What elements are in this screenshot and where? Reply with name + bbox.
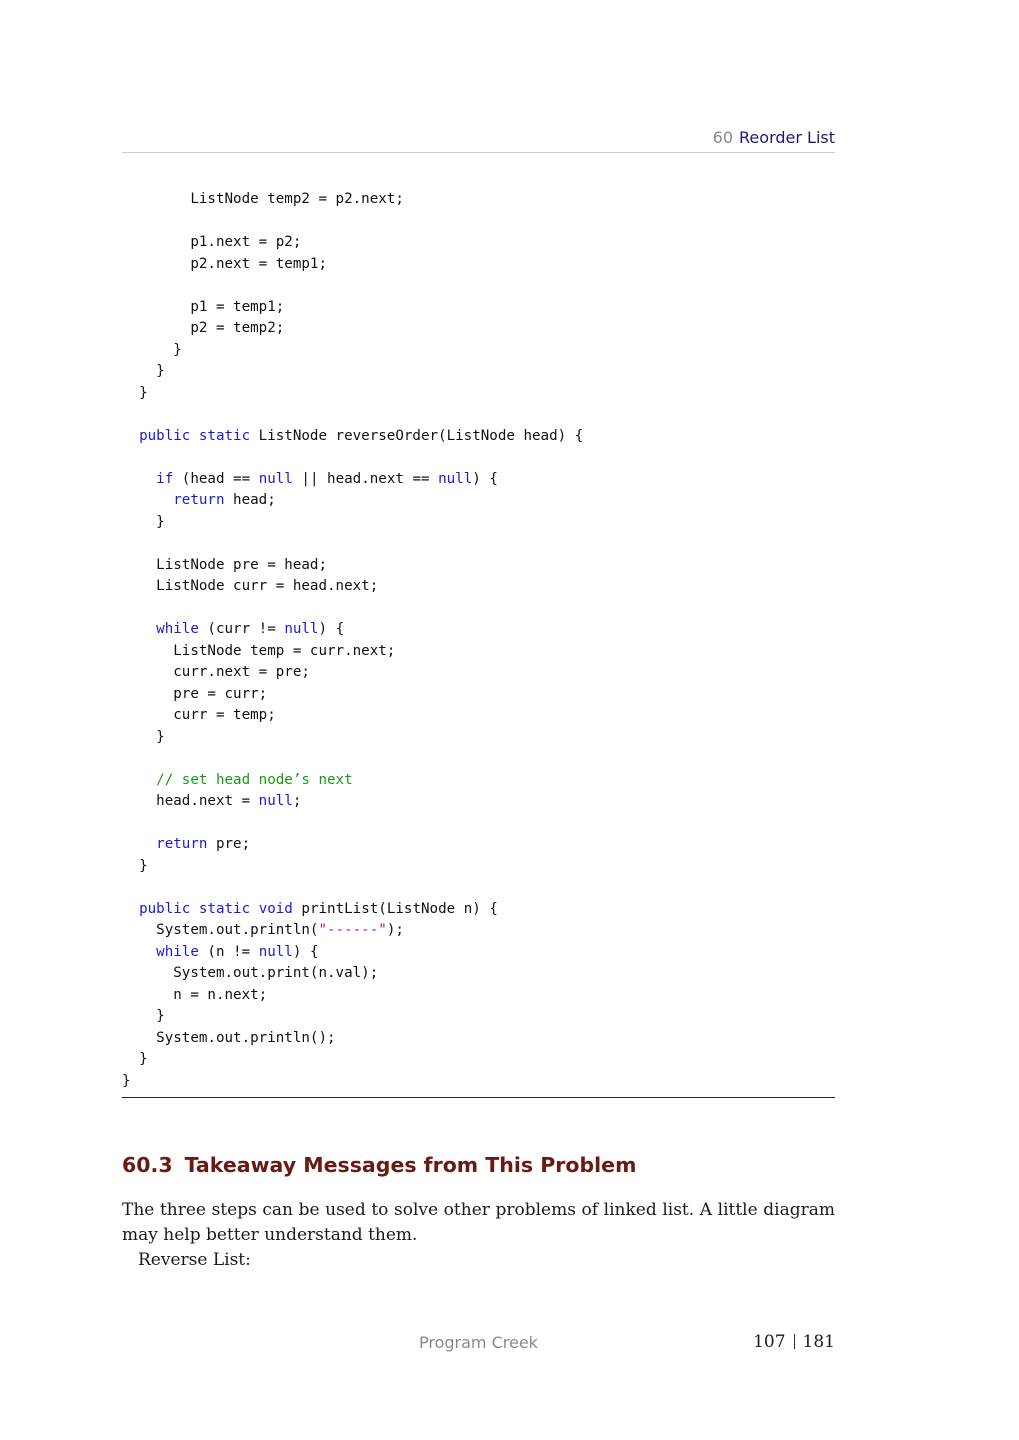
code-keyword: return xyxy=(173,492,225,508)
code-line xyxy=(122,1071,835,1093)
code-text: } xyxy=(122,513,165,530)
code-keyword: null xyxy=(284,621,319,637)
code-text: p2 = temp2; xyxy=(122,320,285,336)
code-line xyxy=(122,598,835,620)
reverse-list-label: Reverse List: xyxy=(138,1250,251,1270)
code-text: ) { xyxy=(292,943,319,960)
code-keyword: void xyxy=(258,900,293,917)
code-text: } xyxy=(122,857,148,874)
code-line xyxy=(122,770,835,792)
code-text xyxy=(122,428,139,444)
code-line xyxy=(122,985,835,1007)
code-text: ListNode reverseOrder(ListNode head) { xyxy=(250,427,584,444)
code-line xyxy=(122,490,835,512)
code-line xyxy=(122,963,835,985)
code-line xyxy=(122,297,835,319)
code-text: ; xyxy=(292,793,302,809)
code-text: || head.next == xyxy=(292,470,439,487)
section-title-text: Takeaway Messages from This Problem xyxy=(184,1153,637,1177)
code-text xyxy=(122,621,156,637)
code-line xyxy=(122,447,835,469)
code-text: p2.next = temp1; xyxy=(122,255,327,272)
code-text xyxy=(250,901,259,917)
code-line xyxy=(122,619,835,641)
footer-book-title: Program Creek xyxy=(419,1333,538,1352)
code-text: } xyxy=(122,1008,165,1024)
code-text: p1.next = p2; xyxy=(122,234,302,250)
body-paragraph: The three steps can be used to solve other problems of linked list. A little diagram may help better understand them. xyxy=(122,1200,835,1245)
code-line xyxy=(122,877,835,899)
code-text: System.out.print(n.val); xyxy=(122,965,379,981)
code-text: ListNode pre = head; xyxy=(122,556,327,573)
code-line xyxy=(122,254,835,276)
code-line xyxy=(122,920,835,942)
section-heading xyxy=(122,1151,835,1179)
code-line xyxy=(122,211,835,233)
code-text: pre = curr; xyxy=(122,685,268,702)
code-text: head.next = xyxy=(122,793,259,809)
code-text xyxy=(122,772,156,788)
code-text: } xyxy=(122,1072,131,1089)
code-keyword: null xyxy=(258,793,293,809)
code-line xyxy=(122,275,835,297)
code-text xyxy=(122,944,156,960)
code-line xyxy=(122,662,835,684)
code-text: ListNode temp = curr.next; xyxy=(122,642,396,659)
code-text: (head == xyxy=(173,470,259,487)
code-comment: // set head node’s next xyxy=(156,771,353,788)
code-line xyxy=(122,856,835,878)
code-line xyxy=(122,813,835,835)
code-text: printList(ListNode n) { xyxy=(292,900,498,917)
code-line xyxy=(122,899,835,921)
code-text: System.out.println( xyxy=(122,922,319,938)
code-line xyxy=(122,340,835,362)
code-line xyxy=(122,318,835,340)
code-text: pre; xyxy=(207,836,251,852)
code-text: (curr != xyxy=(198,621,285,637)
code-line xyxy=(122,232,835,254)
code-line xyxy=(122,383,835,405)
code-text: curr.next = pre; xyxy=(122,664,310,680)
code-line xyxy=(122,576,835,598)
code-line xyxy=(122,555,835,577)
code-line xyxy=(122,361,835,383)
code-line xyxy=(122,748,835,770)
code-keyword: while xyxy=(156,621,199,637)
code-text xyxy=(190,428,199,444)
code-text xyxy=(190,901,199,917)
code-text: } xyxy=(122,1051,148,1067)
code-text: } xyxy=(122,363,165,379)
code-line xyxy=(122,189,835,211)
code-line xyxy=(122,705,835,727)
code-line xyxy=(122,834,835,856)
code-keyword: static xyxy=(198,900,251,917)
code-text: } xyxy=(122,384,148,401)
code-text: head; xyxy=(224,492,276,508)
code-line xyxy=(122,641,835,663)
code-line xyxy=(122,1049,835,1071)
code-text: } xyxy=(122,728,165,745)
code-line xyxy=(122,533,835,555)
code-line xyxy=(122,727,835,749)
code-keyword: public xyxy=(139,427,191,444)
code-text: System.out.println(); xyxy=(122,1029,336,1046)
code-text: ); xyxy=(386,922,404,938)
code-text: ListNode temp2 = p2.next; xyxy=(122,191,404,207)
page-current: 107 xyxy=(753,1332,786,1352)
code-line xyxy=(122,942,835,964)
code-listing-bottom-rule xyxy=(122,1097,835,1098)
code-line xyxy=(122,469,835,491)
code-keyword: if xyxy=(156,470,174,487)
code-line xyxy=(122,404,835,426)
code-keyword: null xyxy=(258,943,293,960)
code-keyword: null xyxy=(438,470,473,487)
code-line xyxy=(122,684,835,706)
code-line xyxy=(122,1028,835,1050)
code-text: curr = temp; xyxy=(122,707,276,723)
code-text xyxy=(122,492,173,508)
code-text: p1 = temp1; xyxy=(122,298,285,315)
code-text: (n != xyxy=(198,943,259,960)
header-chapter-title: Reorder List xyxy=(739,128,835,147)
code-keyword: null xyxy=(258,470,293,487)
code-keyword: return xyxy=(156,836,208,852)
code-text xyxy=(122,836,156,852)
code-text xyxy=(122,471,156,487)
footer-page-number xyxy=(753,1331,835,1353)
code-line xyxy=(122,791,835,813)
code-keyword: while xyxy=(156,943,199,960)
code-text: ) { xyxy=(472,470,498,487)
code-text: ) { xyxy=(318,621,345,637)
section-number: 60.3 xyxy=(122,1153,173,1177)
running-header xyxy=(122,128,835,153)
code-listing xyxy=(122,189,835,1092)
page-separator xyxy=(794,1334,795,1349)
code-text: } xyxy=(122,341,182,358)
code-line xyxy=(122,426,835,448)
code-line xyxy=(122,1006,835,1028)
code-text: n = n.next; xyxy=(122,986,268,1003)
code-text xyxy=(122,901,139,917)
code-keyword: public xyxy=(139,900,191,917)
page-total: 181 xyxy=(802,1332,835,1352)
header-chapter-number: 60 xyxy=(712,128,734,147)
code-string: "------" xyxy=(318,922,387,938)
code-line xyxy=(122,512,835,534)
code-text: ListNode curr = head.next; xyxy=(122,578,379,594)
code-keyword: static xyxy=(198,427,251,444)
